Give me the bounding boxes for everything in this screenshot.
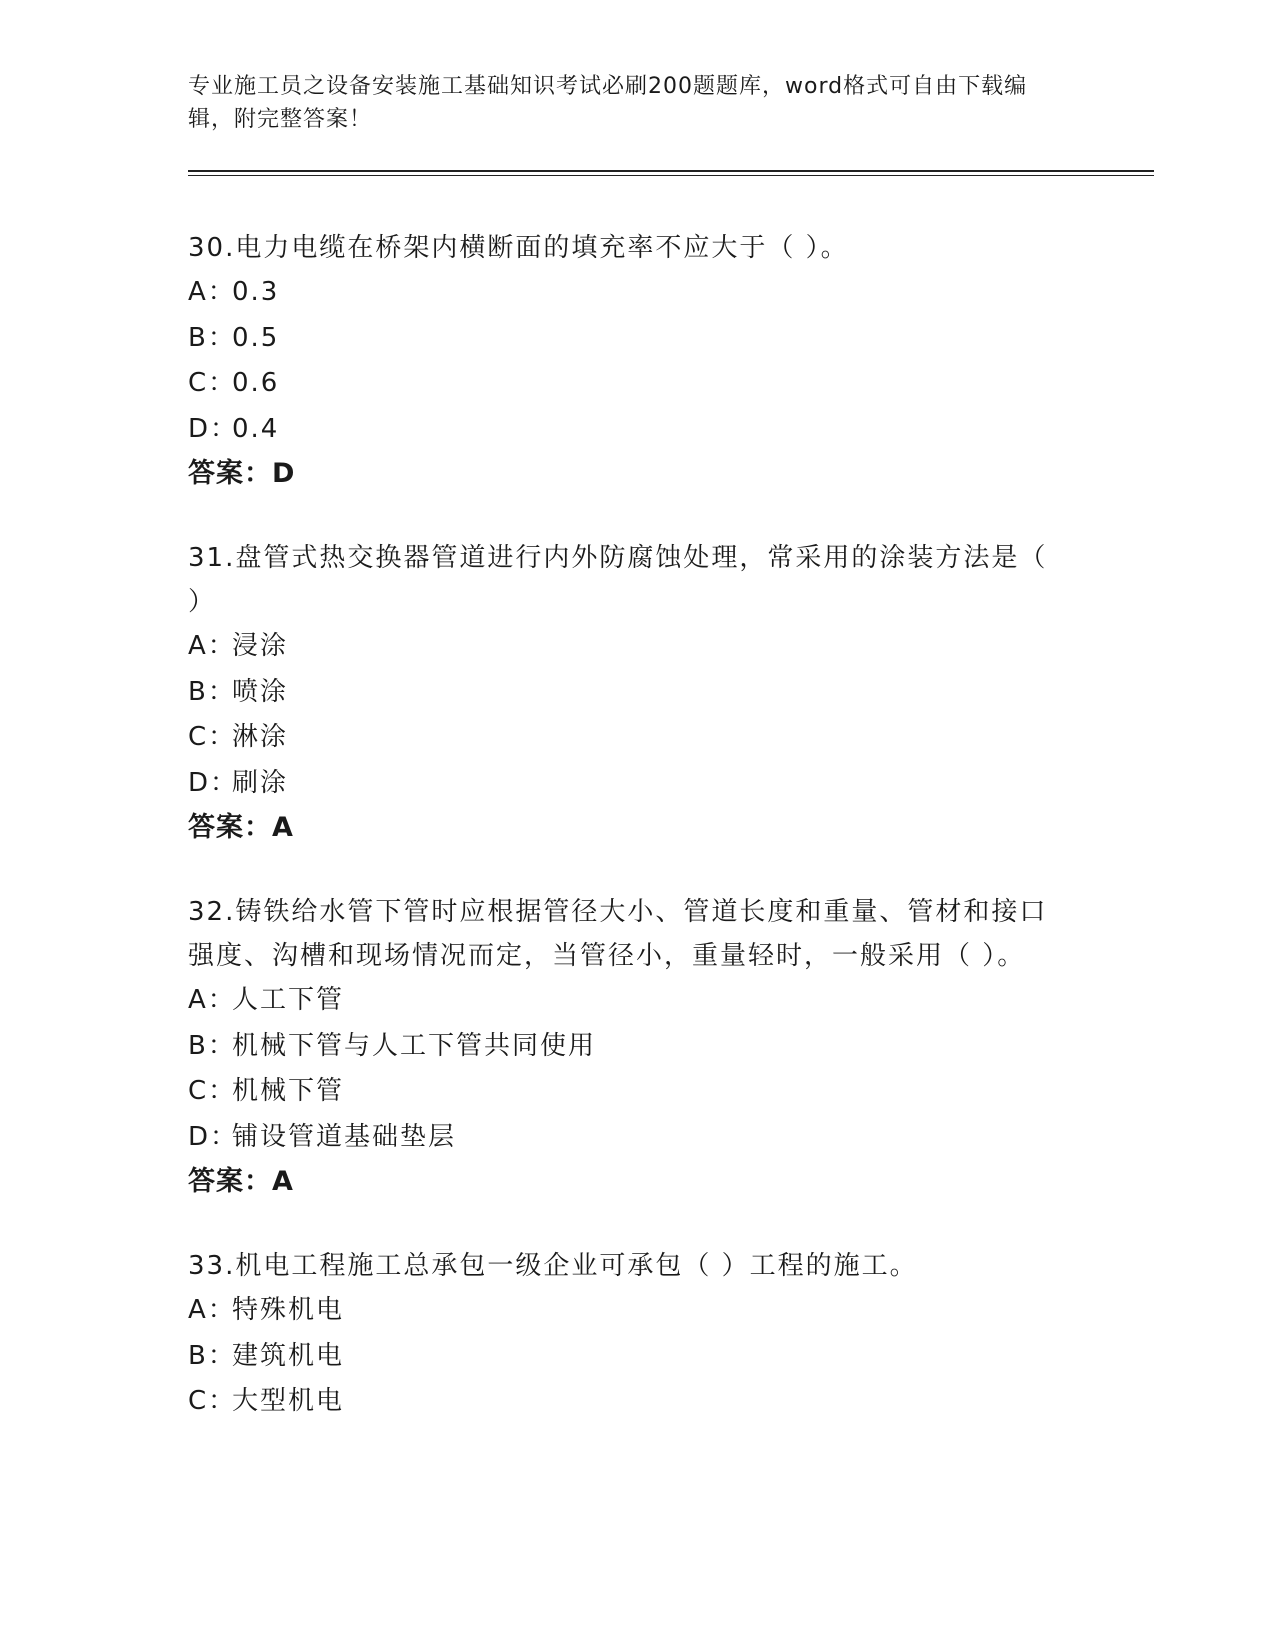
question-31	[188, 536, 1148, 850]
option-letter: B：	[188, 676, 236, 707]
option-b	[188, 316, 1148, 362]
option-c	[188, 1069, 1148, 1115]
option-a	[188, 624, 1148, 670]
document-title: 专业施工员之设备安装施工基础知识考试必刷200题题库，word格式可自由下载编辑，附完整答案！	[188, 74, 1028, 132]
option-a	[188, 1288, 1148, 1334]
option-text: 特殊机电	[232, 1295, 345, 1325]
option-letter: A：	[188, 1295, 236, 1325]
answer-line: 答案：D	[188, 458, 296, 489]
option-letter: B：	[188, 1030, 236, 1061]
question-32	[188, 890, 1148, 1204]
option-b	[188, 1334, 1148, 1380]
question-stem: 31.盘管式热交换器管道进行内外防腐蚀处理，常采用的涂装方法是（ ）	[188, 543, 1048, 617]
option-b	[188, 1024, 1148, 1070]
option-c	[188, 715, 1148, 761]
question-stem: 32.铸铁给水管下管时应根据管径大小、管道长度和重量、管材和接口强度、沟槽和现场情况而定，当管径小，重量轻时，一般采用（ ）。	[188, 897, 1048, 971]
header-divider	[188, 170, 1154, 176]
option-text: 大型机电	[232, 1386, 345, 1416]
option-text: 铺设管道基础垫层	[232, 1121, 457, 1152]
option-text: 0.5	[232, 322, 280, 353]
option-text: 0.3	[232, 277, 280, 307]
option-letter: B：	[188, 1340, 236, 1371]
option-text: 0.6	[232, 368, 280, 398]
option-text: 机械下管	[232, 1076, 345, 1106]
option-d	[188, 407, 1148, 453]
document-page	[188, 70, 1148, 1425]
option-letter: C：	[188, 1386, 237, 1416]
option-text: 浸涂	[232, 631, 289, 661]
option-letter: A：	[188, 277, 236, 307]
option-c	[188, 1379, 1148, 1425]
answer-line: 答案：A	[188, 812, 294, 843]
option-letter: C：	[188, 1076, 237, 1106]
option-d	[188, 1115, 1148, 1161]
question-33	[188, 1244, 1148, 1425]
option-a	[188, 270, 1148, 316]
option-a	[188, 978, 1148, 1024]
option-text: 建筑机电	[232, 1340, 345, 1371]
option-text: 喷涂	[232, 676, 289, 707]
option-letter: B：	[188, 322, 236, 353]
option-letter: A：	[188, 631, 236, 661]
option-letter: D：	[188, 767, 239, 798]
question-stem: 30.电力电缆在桥架内横断面的填充率不应大于（ ）。	[188, 233, 849, 263]
option-text: 机械下管与人工下管共同使用	[232, 1030, 597, 1061]
option-d	[188, 761, 1148, 807]
option-letter: D：	[188, 1121, 239, 1152]
answer-line: 答案：A	[188, 1166, 294, 1197]
option-c	[188, 361, 1148, 407]
option-text: 人工下管	[232, 985, 345, 1015]
option-letter: C：	[188, 722, 237, 752]
option-text: 刷涂	[232, 767, 289, 798]
option-letter: D：	[188, 413, 239, 444]
option-letter: A：	[188, 985, 236, 1015]
option-text: 淋涂	[232, 722, 289, 752]
question-30	[188, 226, 1148, 496]
option-letter: C：	[188, 368, 237, 398]
question-stem: 33.机电工程施工总承包一级企业可承包（ ）工程的施工。	[188, 1251, 918, 1281]
option-text: 0.4	[232, 413, 280, 444]
option-b	[188, 670, 1148, 716]
